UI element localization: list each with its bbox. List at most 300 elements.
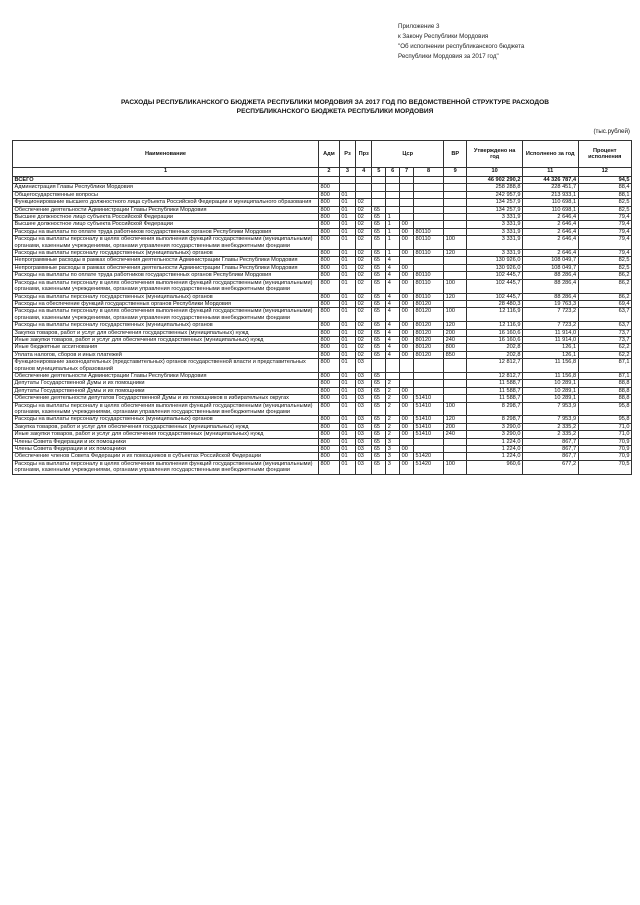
cell-csr-program xyxy=(372,177,386,184)
cell-csr-main xyxy=(400,214,414,221)
cell-rz: 01 xyxy=(339,395,355,402)
cell-approved: 102 445,7 xyxy=(467,279,523,293)
cell-executed: 88 286,4 xyxy=(522,293,578,300)
cell-approved: 242 957,9 xyxy=(467,191,523,198)
cell-csr-main: 00 xyxy=(400,293,414,300)
cell-approved: 11 588,7 xyxy=(467,380,523,387)
cell-csr-direction: 80110 xyxy=(414,293,444,300)
cell-adm: 800 xyxy=(319,446,340,453)
cell-prz: 02 xyxy=(356,351,372,358)
cell-rz: 01 xyxy=(339,387,355,394)
cell-rz: 01 xyxy=(339,438,355,445)
cell-executed: 110 698,1 xyxy=(522,206,578,213)
header-name: Наименование xyxy=(13,141,319,168)
cell-csr-sub: 3 xyxy=(386,453,400,460)
cell-csr-sub: 2 xyxy=(386,431,400,438)
table-row xyxy=(13,359,632,373)
cell-csr-program: 65 xyxy=(372,228,386,235)
cell-csr-program: 65 xyxy=(372,431,386,438)
cell-percent: 62,2 xyxy=(578,344,631,351)
cell-adm: 800 xyxy=(319,402,340,416)
cell-prz: 03 xyxy=(356,446,372,453)
cell-csr-direction xyxy=(414,372,444,379)
cell-csr-sub xyxy=(386,191,400,198)
cell-rz: 01 xyxy=(339,351,355,358)
cell-name: Функционирование высшего должностного лица субъекта Российской Федерации и муниципального образования xyxy=(13,199,319,206)
cell-approved: 8 298,7 xyxy=(467,416,523,423)
cell-prz xyxy=(356,177,372,184)
cell-csr-sub: 2 xyxy=(386,395,400,402)
cell-csr-program: 65 xyxy=(372,308,386,322)
cell-rz: 01 xyxy=(339,191,355,198)
cell-approved: 12 116,9 xyxy=(467,322,523,329)
table-row xyxy=(13,423,632,430)
cell-rz: 01 xyxy=(339,416,355,423)
cell-adm: 800 xyxy=(319,438,340,445)
cell-csr-main xyxy=(400,199,414,206)
cell-name: Непрограммные расходы в рамках обеспечения деятельности Администрации Главы Республики Мордовия xyxy=(13,264,319,271)
cell-adm: 800 xyxy=(319,329,340,336)
cell-adm: 800 xyxy=(319,279,340,293)
cell-csr-direction xyxy=(414,380,444,387)
cell-vr xyxy=(444,228,467,235)
table-row xyxy=(13,221,632,228)
cell-rz: 01 xyxy=(339,460,355,474)
cell-csr-main xyxy=(400,191,414,198)
cell-executed: 11 914,0 xyxy=(522,336,578,343)
cell-adm: 800 xyxy=(319,395,340,402)
cell-executed: 10 289,1 xyxy=(522,380,578,387)
cell-name: Члены Совета Федерации и их помощники xyxy=(13,438,319,445)
cell-prz: 02 xyxy=(356,322,372,329)
column-number: 8 xyxy=(414,168,444,177)
cell-adm: 800 xyxy=(319,191,340,198)
cell-executed: 10 289,1 xyxy=(522,395,578,402)
cell-csr-main: 00 xyxy=(400,308,414,322)
cell-csr-main: 00 xyxy=(400,250,414,257)
cell-executed: 88 286,4 xyxy=(522,279,578,293)
title-line: РАСХОДЫ РЕСПУБЛИКАНСКОГО БЮДЖЕТА РЕСПУБЛИКИ МОРДОВИЯ ЗА 2017 ГОД ПО ВЕДОМСТВЕННОЙ СТРУКТУРЕ РАСХОДОВ xyxy=(120,99,550,106)
cell-csr-main xyxy=(400,257,414,264)
cell-csr-program: 65 xyxy=(372,293,386,300)
cell-rz: 01 xyxy=(339,402,355,416)
cell-executed: 126,1 xyxy=(522,351,578,358)
cell-csr-program: 65 xyxy=(372,257,386,264)
column-number: 10 xyxy=(467,168,523,177)
title-line: РЕСПУБЛИКАНСКОГО БЮДЖЕТА РЕСПУБЛИКИ МОРДОВИЯ xyxy=(236,108,434,115)
cell-csr-main: 00 xyxy=(400,423,414,430)
cell-percent: 70,5 xyxy=(578,460,631,474)
cell-vr: 240 xyxy=(444,431,467,438)
cell-prz: 03 xyxy=(356,423,372,430)
cell-csr-main: 00 xyxy=(400,279,414,293)
cell-executed: 2 646,4 xyxy=(522,236,578,250)
cell-prz: 03 xyxy=(356,416,372,423)
cell-adm: 800 xyxy=(319,228,340,235)
cell-csr-sub xyxy=(386,184,400,191)
cell-csr-main: 00 xyxy=(400,395,414,402)
cell-executed: 2 335,2 xyxy=(522,431,578,438)
cell-executed: 867,7 xyxy=(522,453,578,460)
cell-csr-sub xyxy=(386,372,400,379)
cell-csr-sub: 1 xyxy=(386,236,400,250)
cell-percent: 88,4 xyxy=(578,184,631,191)
cell-percent: 86,2 xyxy=(578,272,631,279)
cell-executed: 11 156,8 xyxy=(522,359,578,373)
cell-percent: 87,1 xyxy=(578,372,631,379)
cell-adm: 800 xyxy=(319,351,340,358)
cell-executed: 7 953,9 xyxy=(522,402,578,416)
cell-name: Иные закупки товаров, работ и услуг для обеспечения государственных (муниципальных) нужд xyxy=(13,336,319,343)
budget-table xyxy=(12,140,632,475)
table-row xyxy=(13,250,632,257)
cell-csr-sub xyxy=(386,206,400,213)
document-title xyxy=(40,98,630,116)
cell-csr-main: 00 xyxy=(400,402,414,416)
cell-csr-direction xyxy=(414,191,444,198)
cell-approved: 130 926,0 xyxy=(467,264,523,271)
cell-csr-direction xyxy=(414,199,444,206)
cell-csr-main: 00 xyxy=(400,351,414,358)
cell-prz: 03 xyxy=(356,438,372,445)
cell-approved: 1 224,0 xyxy=(467,453,523,460)
cell-csr-program: 65 xyxy=(372,272,386,279)
cell-csr-program: 65 xyxy=(372,264,386,271)
table-row xyxy=(13,344,632,351)
cell-executed: 11 156,8 xyxy=(522,372,578,379)
cell-csr-sub: 1 xyxy=(386,250,400,257)
cell-rz: 01 xyxy=(339,322,355,329)
table-row xyxy=(13,380,632,387)
cell-csr-program: 65 xyxy=(372,372,386,379)
column-number: 3 xyxy=(339,168,355,177)
cell-csr-sub: 1 xyxy=(386,214,400,221)
column-number: 9 xyxy=(444,168,467,177)
cell-approved: 960,6 xyxy=(467,460,523,474)
cell-vr: 200 xyxy=(444,423,467,430)
cell-percent: 79,4 xyxy=(578,214,631,221)
cell-vr: 100 xyxy=(444,460,467,474)
cell-csr-program: 65 xyxy=(372,322,386,329)
header-approved: Утверждено на год xyxy=(467,141,523,168)
cell-csr-direction: 80120 xyxy=(414,344,444,351)
cell-rz: 01 xyxy=(339,423,355,430)
cell-csr-main: 00 xyxy=(400,300,414,307)
column-number: 6 xyxy=(386,168,400,177)
cell-approved: 102 445,7 xyxy=(467,293,523,300)
cell-executed: 7 723,2 xyxy=(522,308,578,322)
header-csr: Цср xyxy=(372,141,444,168)
cell-name: Расходы на выплаты по оплате труда работников государственных органов Республики Мордовия xyxy=(13,272,319,279)
cell-approved: 3 331,9 xyxy=(467,214,523,221)
cell-name: Расходы на обеспечение функций государственных органов Республики Мордовия xyxy=(13,300,319,307)
cell-approved: 16 160,6 xyxy=(467,336,523,343)
cell-prz: 02 xyxy=(356,250,372,257)
cell-rz: 01 xyxy=(339,206,355,213)
cell-csr-direction: 51410 xyxy=(414,395,444,402)
cell-approved: 134 257,9 xyxy=(467,199,523,206)
cell-approved: 12 116,9 xyxy=(467,308,523,322)
cell-csr-program: 65 xyxy=(372,438,386,445)
cell-csr-direction xyxy=(414,438,444,445)
appendix-line: Республики Мордовия за 2017 год" xyxy=(398,53,499,60)
cell-name: Иные закупки товаров, работ и услуг для обеспечения государственных (муниципальных) нужд xyxy=(13,431,319,438)
cell-prz: 03 xyxy=(356,460,372,474)
cell-percent: 95,8 xyxy=(578,402,631,416)
cell-approved: 16 160,6 xyxy=(467,329,523,336)
cell-executed: 126,1 xyxy=(522,344,578,351)
table-row xyxy=(13,308,632,322)
cell-approved: 3 290,0 xyxy=(467,431,523,438)
cell-adm: 800 xyxy=(319,322,340,329)
cell-executed: 88 286,4 xyxy=(522,272,578,279)
table-row xyxy=(13,387,632,394)
table-row xyxy=(13,279,632,293)
cell-percent: 79,4 xyxy=(578,221,631,228)
cell-csr-direction: 80110 xyxy=(414,228,444,235)
cell-executed: 44 326 787,4 xyxy=(522,177,578,184)
cell-prz: 02 xyxy=(356,206,372,213)
cell-rz: 01 xyxy=(339,293,355,300)
column-number: 1 xyxy=(13,168,319,177)
table-row xyxy=(13,177,632,184)
table-row xyxy=(13,199,632,206)
column-number-row xyxy=(13,168,632,177)
cell-adm: 800 xyxy=(319,380,340,387)
cell-csr-direction xyxy=(414,387,444,394)
cell-rz: 01 xyxy=(339,336,355,343)
cell-name: Расходы на выплаты персоналу государственных (муниципальных) органов xyxy=(13,416,319,423)
cell-approved: 12 812,7 xyxy=(467,372,523,379)
cell-adm: 800 xyxy=(319,293,340,300)
cell-executed: 2 646,4 xyxy=(522,214,578,221)
cell-name: Высшее должностное лицо субъекта Российской Федерации xyxy=(13,221,319,228)
cell-rz: 01 xyxy=(339,344,355,351)
cell-csr-direction: 80120 xyxy=(414,329,444,336)
cell-prz: 03 xyxy=(356,431,372,438)
cell-percent: 95,8 xyxy=(578,416,631,423)
cell-csr-direction: 51410 xyxy=(414,416,444,423)
cell-csr-sub: 4 xyxy=(386,329,400,336)
column-number: 11 xyxy=(522,168,578,177)
cell-vr xyxy=(444,380,467,387)
cell-percent: 87,1 xyxy=(578,359,631,373)
cell-csr-main xyxy=(400,380,414,387)
cell-percent: 73,7 xyxy=(578,329,631,336)
cell-csr-sub: 1 xyxy=(386,221,400,228)
cell-adm: 800 xyxy=(319,423,340,430)
cell-vr: 100 xyxy=(444,308,467,322)
cell-percent: 63,7 xyxy=(578,322,631,329)
table-row xyxy=(13,228,632,235)
cell-adm: 800 xyxy=(319,264,340,271)
cell-rz: 01 xyxy=(339,329,355,336)
cell-vr: 200 xyxy=(444,329,467,336)
cell-approved: 3 331,9 xyxy=(467,228,523,235)
cell-approved: 102 445,7 xyxy=(467,272,523,279)
cell-csr-sub: 4 xyxy=(386,351,400,358)
table-row xyxy=(13,264,632,271)
cell-csr-program: 65 xyxy=(372,300,386,307)
cell-name: Закупка товаров, работ и услуг для обеспечения государственных (муниципальных) нужд xyxy=(13,423,319,430)
cell-vr xyxy=(444,300,467,307)
cell-percent: 88,8 xyxy=(578,387,631,394)
cell-csr-main xyxy=(400,372,414,379)
cell-csr-sub: 2 xyxy=(386,387,400,394)
header-row xyxy=(13,141,632,168)
cell-csr-program: 65 xyxy=(372,423,386,430)
cell-vr xyxy=(444,177,467,184)
cell-prz: 02 xyxy=(356,293,372,300)
cell-csr-direction: 80110 xyxy=(414,279,444,293)
cell-csr-program: 65 xyxy=(372,236,386,250)
cell-csr-direction xyxy=(414,264,444,271)
cell-rz: 01 xyxy=(339,300,355,307)
cell-name: Функционирование законодательных (представительных) органов государственной власти и представительных органов муниципальных образований xyxy=(13,359,319,373)
cell-rz: 01 xyxy=(339,228,355,235)
cell-csr-direction xyxy=(414,221,444,228)
cell-csr-direction xyxy=(414,359,444,373)
cell-executed: 7 723,2 xyxy=(522,322,578,329)
cell-adm: 800 xyxy=(319,236,340,250)
cell-csr-main xyxy=(400,206,414,213)
cell-csr-program: 65 xyxy=(372,329,386,336)
cell-executed: 11 914,0 xyxy=(522,329,578,336)
cell-executed: 228 451,7 xyxy=(522,184,578,191)
cell-vr xyxy=(444,359,467,373)
cell-prz: 02 xyxy=(356,272,372,279)
cell-prz xyxy=(356,191,372,198)
cell-percent: 70,9 xyxy=(578,438,631,445)
cell-csr-sub: 4 xyxy=(386,322,400,329)
cell-csr-program: 65 xyxy=(372,395,386,402)
cell-percent: 79,4 xyxy=(578,228,631,235)
cell-csr-program: 65 xyxy=(372,250,386,257)
header-prz: Прз xyxy=(356,141,372,168)
cell-approved: 8 298,7 xyxy=(467,402,523,416)
cell-prz: 02 xyxy=(356,228,372,235)
cell-name: Расходы на выплаты персоналу государственных (муниципальных) органов xyxy=(13,322,319,329)
cell-approved: 12 812,7 xyxy=(467,359,523,373)
cell-csr-sub: 3 xyxy=(386,460,400,474)
cell-rz: 01 xyxy=(339,308,355,322)
cell-percent: 82,5 xyxy=(578,206,631,213)
cell-csr-main: 00 xyxy=(400,221,414,228)
cell-name: Администрация Главы Республики Мордовия xyxy=(13,184,319,191)
cell-csr-direction: 51410 xyxy=(414,402,444,416)
table-row xyxy=(13,236,632,250)
cell-csr-direction: 51410 xyxy=(414,423,444,430)
cell-adm: 800 xyxy=(319,250,340,257)
cell-csr-main: 00 xyxy=(400,236,414,250)
cell-vr xyxy=(444,199,467,206)
cell-adm: 800 xyxy=(319,387,340,394)
cell-csr-main: 00 xyxy=(400,446,414,453)
cell-percent: 94,5 xyxy=(578,177,631,184)
cell-csr-program: 65 xyxy=(372,416,386,423)
cell-vr xyxy=(444,387,467,394)
header-percent: Процент исполнения xyxy=(578,141,631,168)
cell-approved: 3 331,9 xyxy=(467,250,523,257)
cell-csr-direction xyxy=(414,177,444,184)
cell-prz: 02 xyxy=(356,308,372,322)
table-row xyxy=(13,322,632,329)
cell-prz: 02 xyxy=(356,279,372,293)
cell-csr-main: 00 xyxy=(400,336,414,343)
cell-csr-main xyxy=(400,359,414,373)
cell-name: Расходы на выплаты персоналу в целях обеспечения выполнения функций государственными (муниципальными) органами, казенными учреждениями, органами управления государственными внебюджетными фондами xyxy=(13,402,319,416)
cell-vr xyxy=(444,395,467,402)
cell-vr: 120 xyxy=(444,416,467,423)
cell-percent: 62,2 xyxy=(578,351,631,358)
cell-approved: 202,8 xyxy=(467,351,523,358)
cell-executed: 7 953,9 xyxy=(522,416,578,423)
cell-csr-direction: 80120 xyxy=(414,336,444,343)
cell-csr-main: 00 xyxy=(400,460,414,474)
cell-adm: 800 xyxy=(319,344,340,351)
cell-prz: 02 xyxy=(356,329,372,336)
cell-percent: 88,1 xyxy=(578,191,631,198)
cell-approved: 46 902 290,2 xyxy=(467,177,523,184)
cell-csr-sub: 4 xyxy=(386,336,400,343)
cell-csr-main: 00 xyxy=(400,228,414,235)
cell-executed: 10 289,1 xyxy=(522,387,578,394)
cell-csr-program: 65 xyxy=(372,279,386,293)
cell-executed: 677,2 xyxy=(522,460,578,474)
cell-prz: 02 xyxy=(356,257,372,264)
cell-vr xyxy=(444,184,467,191)
cell-csr-program: 65 xyxy=(372,460,386,474)
cell-csr-sub: 3 xyxy=(386,446,400,453)
cell-name: Высшее должностное лицо субъекта Российской Федерации xyxy=(13,214,319,221)
cell-prz: 02 xyxy=(356,214,372,221)
header-executed: Исполнено за год xyxy=(522,141,578,168)
cell-adm: 800 xyxy=(319,257,340,264)
table-row xyxy=(13,431,632,438)
cell-vr: 100 xyxy=(444,402,467,416)
cell-adm xyxy=(319,177,340,184)
cell-percent: 69,4 xyxy=(578,300,631,307)
cell-vr: 120 xyxy=(444,322,467,329)
cell-csr-sub xyxy=(386,359,400,373)
column-number: 7 xyxy=(400,168,414,177)
cell-csr-program: 65 xyxy=(372,206,386,213)
cell-rz xyxy=(339,184,355,191)
cell-percent: 70,9 xyxy=(578,453,631,460)
cell-vr xyxy=(444,272,467,279)
cell-adm: 800 xyxy=(319,453,340,460)
cell-csr-program xyxy=(372,191,386,198)
cell-name: Обеспечение деятельности Администрации Главы Республики Мордовия xyxy=(13,206,319,213)
cell-prz: 02 xyxy=(356,264,372,271)
cell-csr-sub: 2 xyxy=(386,380,400,387)
cell-rz: 01 xyxy=(339,380,355,387)
cell-csr-program xyxy=(372,199,386,206)
cell-name: Обеспечение деятельности депутатов Государственной Думы и их помощников в избирательных округах xyxy=(13,395,319,402)
cell-csr-direction xyxy=(414,184,444,191)
cell-percent: 79,4 xyxy=(578,236,631,250)
cell-adm: 800 xyxy=(319,336,340,343)
cell-csr-direction: 51420 xyxy=(414,453,444,460)
cell-csr-sub: 3 xyxy=(386,438,400,445)
cell-prz: 02 xyxy=(356,199,372,206)
cell-name: Депутаты Государственной Думы и их помощники xyxy=(13,387,319,394)
cell-vr xyxy=(444,214,467,221)
table-row xyxy=(13,416,632,423)
cell-rz: 01 xyxy=(339,359,355,373)
cell-name: Расходы на выплаты персоналу государственных (муниципальных) органов xyxy=(13,250,319,257)
cell-vr xyxy=(444,438,467,445)
